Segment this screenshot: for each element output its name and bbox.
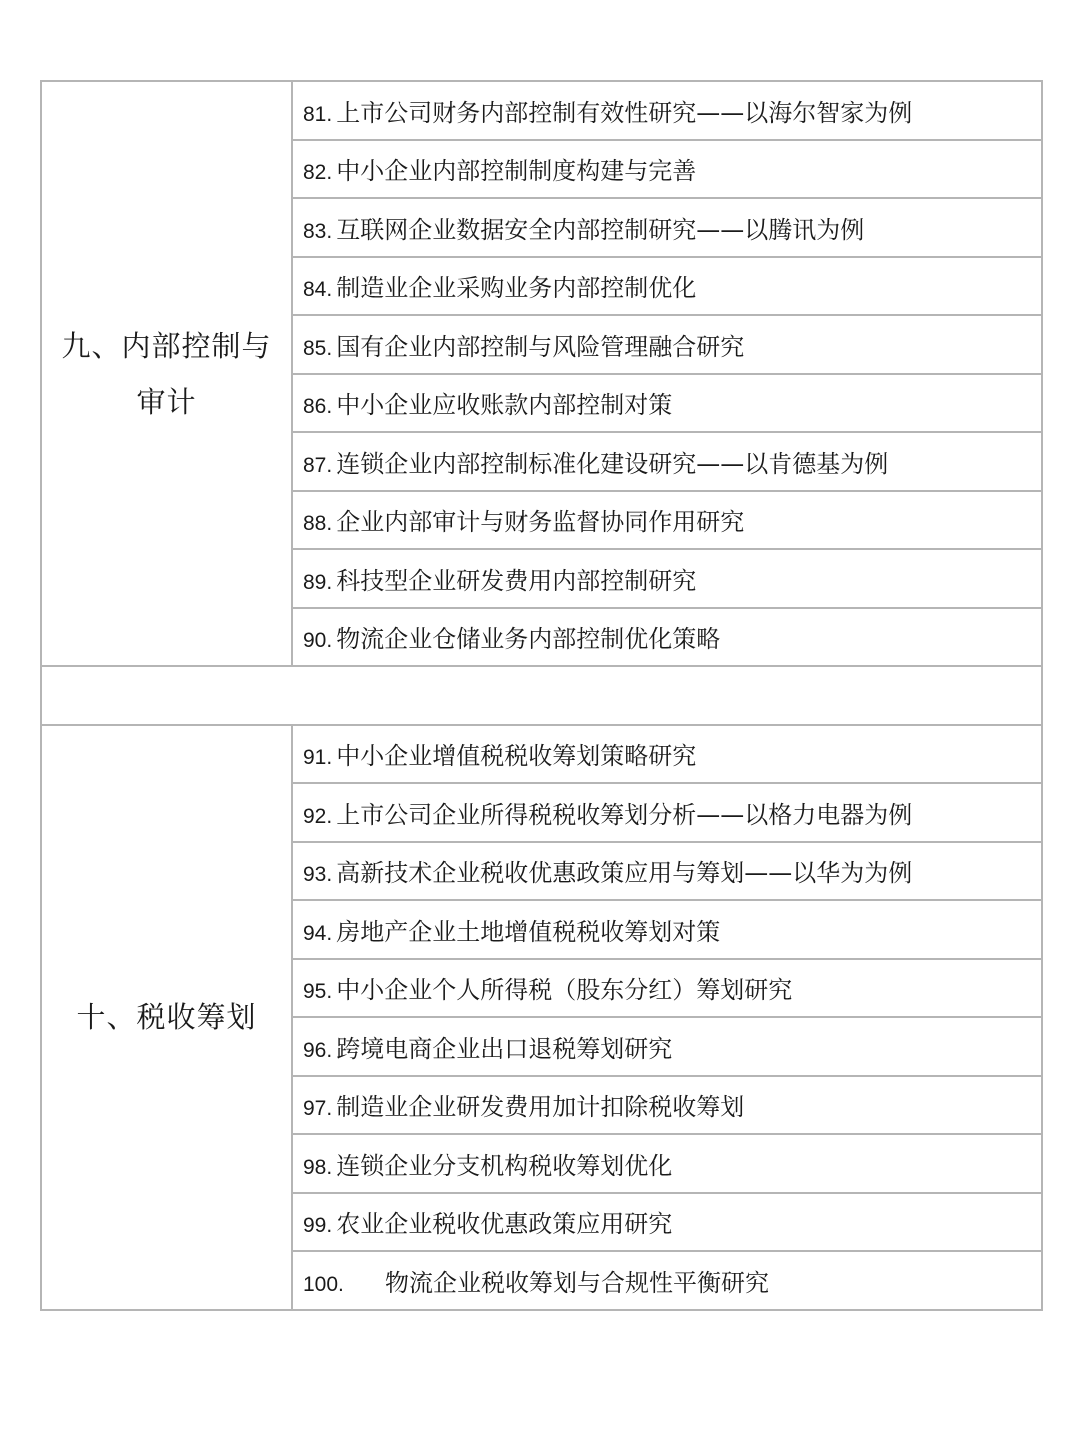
topic-cell bbox=[292, 1134, 1042, 1193]
topic-title: 制造业企业研发费用加计扣除税收筹划 bbox=[336, 1093, 745, 1122]
topic-number: 90. bbox=[303, 629, 333, 653]
topic-cell bbox=[292, 783, 1042, 842]
topic-title: 互联网企业数据安全内部控制研究——以腾讯为例 bbox=[336, 215, 865, 244]
table-row bbox=[41, 725, 1042, 784]
topic-cell bbox=[292, 257, 1042, 316]
topics-table bbox=[40, 80, 1043, 1311]
topic-title: 上市公司企业所得税税收筹划分析——以格力电器为例 bbox=[336, 800, 913, 829]
topic-number: 89. bbox=[303, 570, 333, 594]
topic-number: 92. bbox=[303, 804, 333, 828]
topic-number: 99. bbox=[303, 1214, 333, 1238]
topic-title: 跨境电商企业出口退税筹划研究 bbox=[336, 1034, 673, 1063]
topic-title: 高新技术企业税收优惠政策应用与筹划——以华为为例 bbox=[336, 859, 913, 888]
topic-title: 连锁企业内部控制标准化建设研究——以肯德基为例 bbox=[336, 449, 889, 478]
topic-cell bbox=[292, 432, 1042, 491]
topic-cell bbox=[292, 959, 1042, 1018]
topic-cell bbox=[292, 198, 1042, 257]
topic-number: 98. bbox=[303, 1155, 333, 1179]
topic-title: 制造业企业采购业务内部控制优化 bbox=[336, 274, 697, 303]
topic-number: 81. bbox=[303, 102, 333, 126]
topic-title: 上市公司财务内部控制有效性研究——以海尔智家为例 bbox=[336, 98, 913, 127]
topic-title: 科技型企业研发费用内部控制研究 bbox=[336, 566, 697, 595]
topic-number: 96. bbox=[303, 1038, 333, 1062]
topic-cell bbox=[292, 374, 1042, 433]
topic-cell bbox=[292, 1251, 1042, 1310]
topic-cell bbox=[292, 549, 1042, 608]
topic-number: 87. bbox=[303, 453, 333, 477]
topic-title: 中小企业内部控制制度构建与完善 bbox=[336, 157, 697, 186]
table-row bbox=[41, 81, 1042, 140]
topic-number: 97. bbox=[303, 1097, 333, 1121]
empty-cell bbox=[41, 666, 1042, 725]
topic-cell bbox=[292, 140, 1042, 199]
empty-separator-row bbox=[41, 666, 1042, 725]
category-cell-internal-control: 九、内部控制与审计 bbox=[41, 81, 292, 666]
topic-title: 物流企业仓储业务内部控制优化策略 bbox=[336, 625, 721, 654]
topic-number: 82. bbox=[303, 161, 333, 185]
topic-title: 中小企业应收账款内部控制对策 bbox=[336, 391, 673, 420]
topic-number: 95. bbox=[303, 980, 333, 1004]
topic-title: 国有企业内部控制与风险管理融合研究 bbox=[336, 332, 745, 361]
topic-cell bbox=[292, 1017, 1042, 1076]
topic-title: 中小企业增值税税收筹划策略研究 bbox=[336, 742, 697, 771]
topic-number: 100. bbox=[303, 1272, 344, 1296]
topic-title: 企业内部审计与财务监督协同作用研究 bbox=[336, 508, 745, 537]
topic-cell bbox=[292, 81, 1042, 140]
topic-title: 连锁企业分支机构税收筹划优化 bbox=[336, 1151, 673, 1180]
topic-cell bbox=[292, 491, 1042, 550]
topic-cell bbox=[292, 725, 1042, 784]
topic-number: 93. bbox=[303, 863, 333, 887]
topic-cell bbox=[292, 315, 1042, 374]
topic-cell bbox=[292, 1193, 1042, 1252]
topic-title: 中小企业个人所得税（股东分红）筹划研究 bbox=[336, 976, 793, 1005]
topic-title: 物流企业税收筹划与合规性平衡研究 bbox=[385, 1268, 769, 1297]
topic-cell bbox=[292, 842, 1042, 901]
topic-cell bbox=[292, 900, 1042, 959]
topic-cell bbox=[292, 1076, 1042, 1135]
topic-number: 83. bbox=[303, 219, 333, 243]
topic-number: 85. bbox=[303, 336, 333, 360]
topic-title: 房地产企业土地增值税税收筹划对策 bbox=[336, 917, 721, 946]
topic-number: 86. bbox=[303, 395, 333, 419]
topic-number: 94. bbox=[303, 921, 333, 945]
topic-number: 88. bbox=[303, 512, 333, 536]
topic-cell bbox=[292, 608, 1042, 667]
topic-number: 91. bbox=[303, 746, 333, 770]
topic-number: 84. bbox=[303, 278, 333, 302]
category-cell-tax-planning: 十、税收筹划 bbox=[41, 725, 292, 1310]
topic-title: 农业企业税收优惠政策应用研究 bbox=[336, 1210, 673, 1239]
